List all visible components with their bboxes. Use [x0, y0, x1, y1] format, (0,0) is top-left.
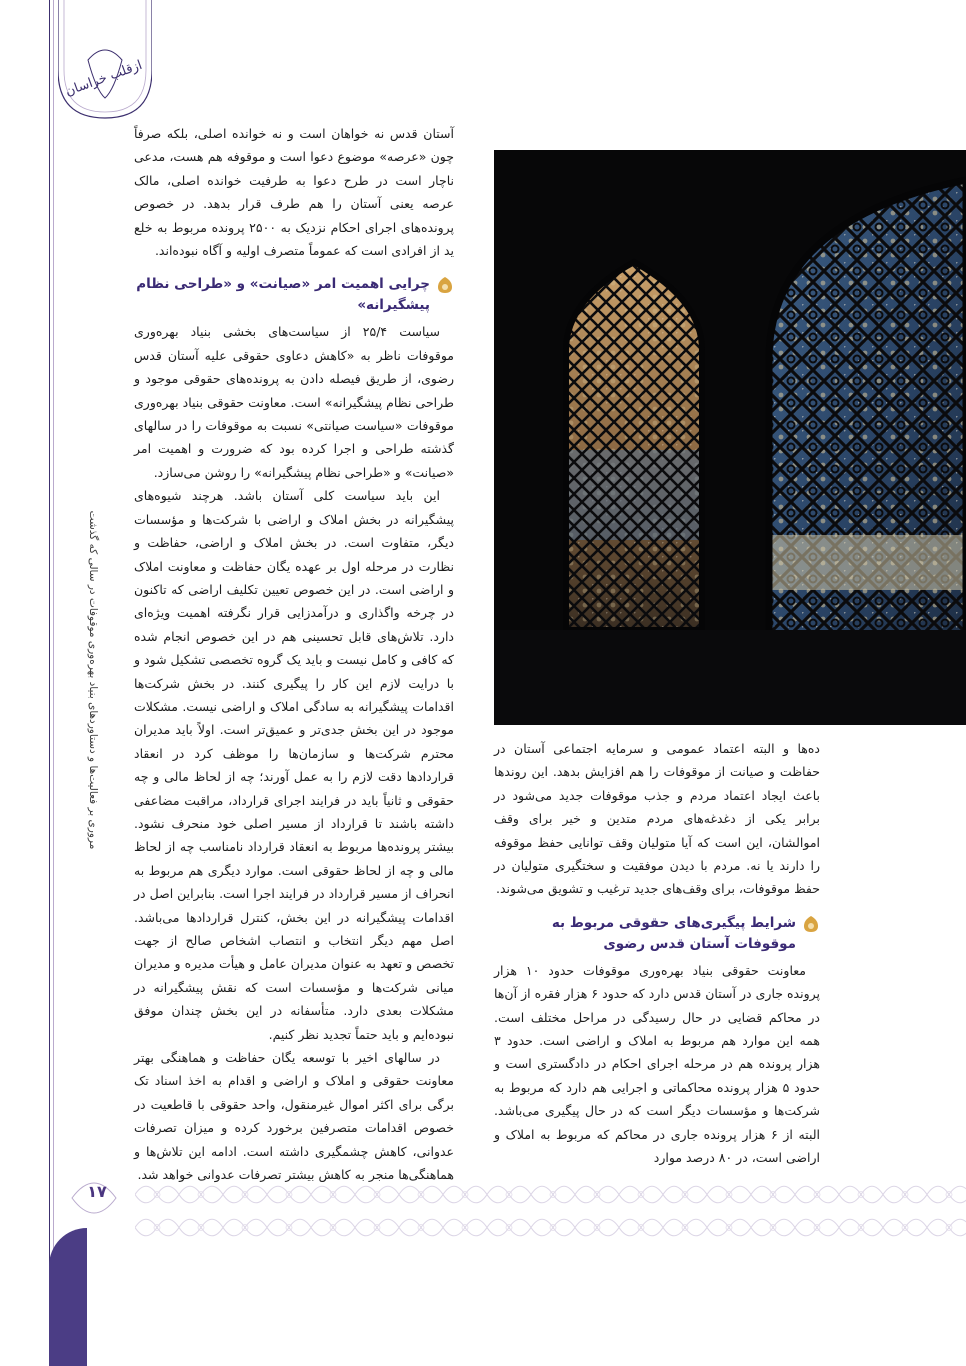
side-running-title [58, 230, 128, 1130]
section-heading-prevention-text: چرایی اهمیت امر «صیانت» و «طراحی نظام پیشگیرانه» [136, 276, 430, 314]
page-number-ornament [64, 1172, 124, 1224]
bottom-left-purple-bar [49, 1228, 87, 1366]
section-heading-legal-followup [494, 913, 820, 955]
paragraph: این باید سیاست کلی آستان باشد. هرچند شیوه‌های پیشگیرانه در بخش املاک و اراضی با شرکت‌ها و مؤسسات دیگر، متفاوت است. در بخش املاک و اراضی، حفاظت و نظارت در مرحله اول بر عهده یگان حفاظت و معاونت املاک و اراضی است. در این خصوص تعیین تکلیف اراضی که تاکنون در چرخه واگذاری و درآمدزایی قرار نگرفته اهمیت ویژه‌ای دارد. تلاش‌های قابل تحسینی هم در این خصوص انجام شده که کافی و کامل نیست و باید یک گروه تخصصی تشکیل شود و با درایت لازم این کار را پیگیری کنند. در بخش شرکت‌ها اقدامات پیشگیرانه به سادگی املاک و اراضی نیست. مشکلات موجود در این بخش جدی‌تر و عمیق‌تر است. اولاً باید مدیران محترم شرکت‌ها و سازمان‌ها را موظف کرد در انعقاد قراردادها دقت لازم را به عمل آورند؛ چه از لحاظ مالی و چه حقوقی و ثانیاً باید در فرایند اجرای قرارداد، مراقبت مضاعفی داشته باشند تا قرارداد از مسیر اصلی خود منحرف نشود. بیشتر پرونده‌ها مربوط به انعقاد قرارداد نامناسب چه از لحاظ مالی و چه از لحاظ حقوقی است. موارد دیگری هم مربوط به انحراف از مسیر قرارداد در فرایند اجرا است. بنابراین اصل در اقدامات پیشگیرانه در این بخش، کنترل قراردادها می‌باشد. اصل مهم دیگر انتخاب و انتصاب اشخاص صالح از جهت تخصص و تعهد به عنوان مدیران عامل و هیأت مدیره و مدیران میانی شرکت‌ها و مؤسسات است که نقش پیشگیرانه در مشکلات بعدی دارد. متأسفانه در این بخش چندان موفق نبوده‌ایم و باید حتماً تجدید نظر کنیم. [134, 488, 454, 1042]
left-border-line [49, 0, 50, 1366]
paragraph: سیاست ۲۵/۴ از سیاست‌های بخشی بنیاد بهره‌وری موقوفات ناظر به «کاهش دعاوی حقوقی علیه آستان قدس رضوی، از طریق فیصله دادن به پرونده‌های حقوقی موجود و طراحی نظام پیشگیرانه» است. معاونت حقوقی بنیاد بهره‌وری موقوفات «سیاست صیانتی» نسبت به موقوفات را در سالهای گذشته طراحی و اجرا کرده بود که ضرورت و اهمیت امر «صیانت» و «طراحی نظام پیشگیرانه» را روشن می‌سازد. [134, 324, 454, 480]
mosque-window-illustration [494, 150, 966, 725]
right-text-column [134, 122, 454, 1186]
side-running-title-text: مروری بر فعالیت‌ها و دستاوردهای بنیاد بهره‌وری موقوفات در سالی که گذشت [87, 510, 99, 850]
heading-bullet-icon [802, 915, 820, 933]
mosque-window-photo [494, 150, 966, 725]
left-border-line-thin [53, 0, 54, 1366]
section-heading-prevention [134, 274, 454, 316]
paragraph: معاونت حقوقی بنیاد بهره‌وری موقوفات حدود ۱۰ هزار پرونده جاری در آستان قدس دارد که حدود ۶ هزار فقره از آن‌ها در محاکم قضایی در حال رسیدگی در مراحل مختلف است. همه این موارد هم مربوط به املاک و اراضی است. حدود ۳ هزار پرونده هم در مرحله اجرای احکام در دادگستری است و حدود ۵ هزار پرونده محاکماتی و اجرایی هم دارد که مربوط به شرکت‌ها و مؤسسات دیگر است که در حال پیگیری می‌باشد. البته از ۶ هزار پرونده جاری در محاکم که مربوط به املاک و اراضی است، در ۸۰ درصد موارد [494, 962, 821, 1166]
logo-text: ازقلب خراسان [63, 57, 145, 100]
ornamental-pattern-band [135, 1178, 966, 1244]
continued-paragraph: ده‌ها و البته اعتماد عمومی و سرمایه اجتماعی آستان در حفاظت و صیانت از موقوفات را هم افزایش بدهد. این روندها باعث ایجاد اعتماد مردم و جذب موقوفات جدید می‌شود در برابر یکی از دغدغه‌های مردم متدین و خیر برای وقف اموالشان، این است که آیا متولیان وقف توانایی حفظ موقوفه را دارند یا نه. مردم با دیدن موفقیت و سختگیری متولیان در حفظ موقوفات، برای وقف‌های جدید ترغیب و تشویق می‌شوند. [494, 741, 820, 897]
left-text-column [494, 737, 820, 1170]
paragraph: در سالهای اخیر با توسعه یگان حفاظت و هماهنگی بهتر معاونت حقوقی و املاک و اراضی و اقدام به اخذ اسناد تک برگی برای اکثر اموال غیرمنقول، واحد حقوقی با قاطعیت در خصوص اقدامات متصرفین برخورد کرده و میزان تصرفات عدوانی، کاهش چشمگیری داشته است. ادامه این تلاش‌ها و هماهنگی‌ها منجر به کاهش بیشتر تصرفات عدوانی خواهد شد. [134, 1050, 454, 1183]
intro-paragraph: آستان قدس نه خواهان است و نه خوانده اصلی، بلکه صرفاً چون «عرصه» موضوع دعوا است و موقوفه هم هست، مدعی ناچار است در طرح دعوا به طرفیت خوانده اصلی، مالک عرصه یعنی آستان را هم طرف قرار بدهد. در خصوص پرونده‌های اجرای احکام نزدیک به ۲۵۰۰ پرونده مربوط به خلع ید از افرادی است که عموماً متصرف اولیه و آگاه نبوده‌اند. [134, 126, 454, 259]
page-number: ۱۷ [87, 1182, 107, 1201]
section-heading-legal-followup-text: شرایط پیگیری‌های حقوقی مربوط به موقوفات آستان قدس رضوی [551, 914, 796, 952]
heading-bullet-icon [436, 276, 454, 294]
